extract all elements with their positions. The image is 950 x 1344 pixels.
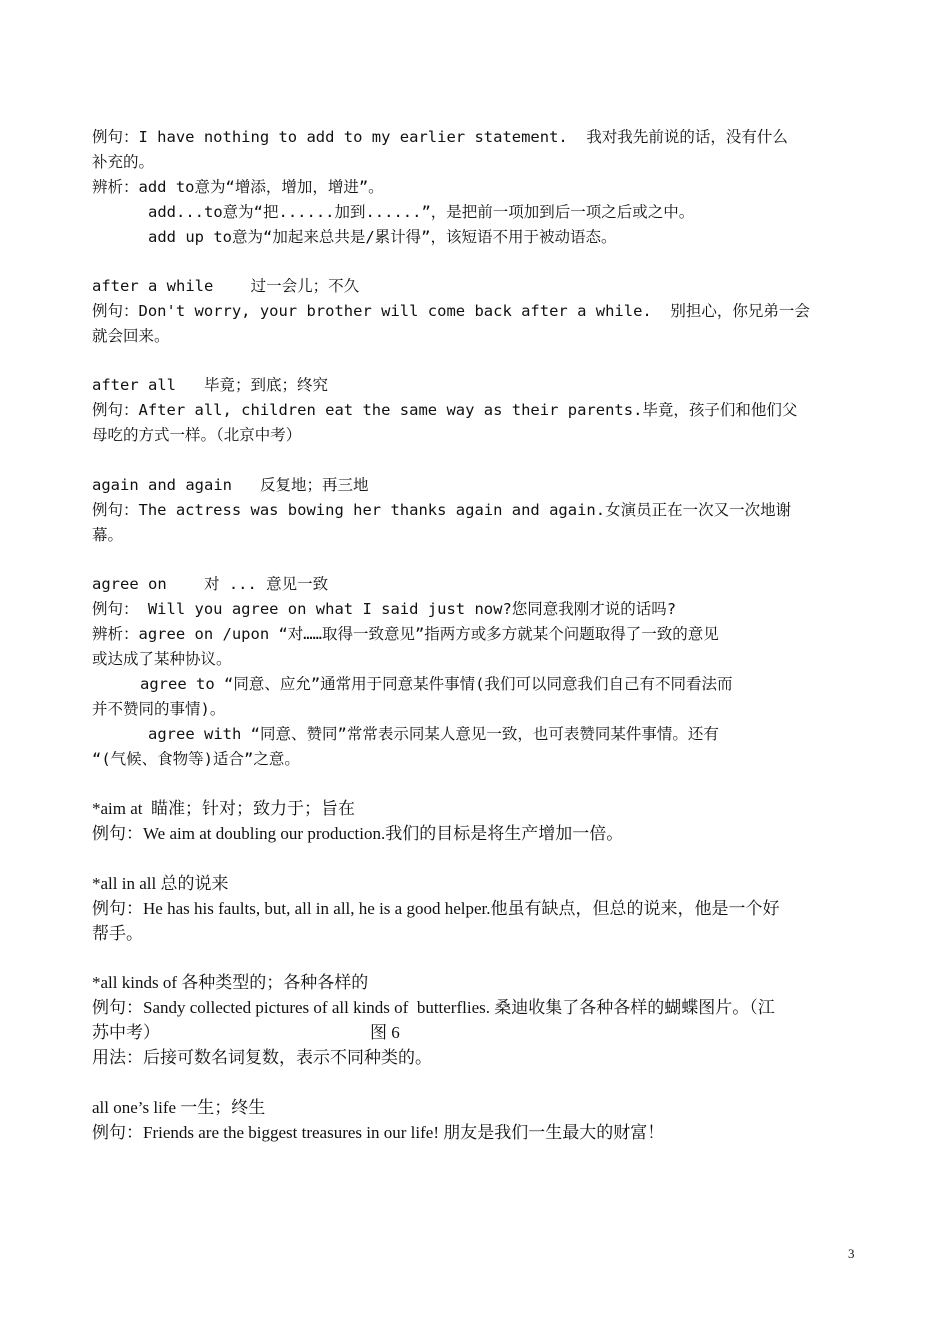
text-line: agree to “同意、应允”通常用于同意某件事情(我们可以同意我们自己有不同看法而 xyxy=(140,675,733,693)
figure-label: 图 6 xyxy=(370,1023,400,1042)
text-line: 例句：The actress was bowing her thanks again and again.女演员正在一次又一次地谢 xyxy=(92,501,792,519)
text-line: 例句：Friends are the biggest treasures in our life! 朋友是我们一生最大的财富！ xyxy=(92,1123,665,1142)
entry-heading: *all in all 总的说来 xyxy=(92,874,229,893)
text-line: 幕。 xyxy=(92,526,124,544)
text-line: 例句：Sandy collected pictures of all kinds of butterflies. 桑迪收集了各种各样的蝴蝶图片。（江 xyxy=(92,998,775,1017)
entry-heading: *all kinds of 各种类型的；各种各样的 xyxy=(92,973,369,992)
text-line: “(气候、食物等)适合”之意。 xyxy=(92,750,300,768)
text-line: 用法：后接可数名词复数，表示不同种类的。 xyxy=(92,1048,432,1067)
text-line: 或达成了某种协议。 xyxy=(92,650,232,668)
page-number: 3 xyxy=(848,1246,855,1261)
text-line: 辨析：add to意为“增添，增加，增进”。 xyxy=(92,178,384,196)
entry-heading: all one’s life 一生；终生 xyxy=(92,1098,266,1117)
text-line: 帮手。 xyxy=(92,924,143,943)
entry-heading: after all 毕竟；到底；终究 xyxy=(92,376,328,394)
text-line: 例句： Will you agree on what I said just now?您同意我刚才说的话吗? xyxy=(92,600,677,618)
text-line: 例句：I have nothing to add to my earlier statement. 我对我先前说的话，没有什么 xyxy=(92,128,788,146)
text-line: 母吃的方式一样。（北京中考） xyxy=(92,426,302,444)
text-line: 例句：We aim at doubling our production.我们的目标是将生产增加一倍。 xyxy=(92,824,624,843)
text-line: 补充的。 xyxy=(92,153,155,171)
text-line: 并不赞同的事情)。 xyxy=(92,700,226,718)
entry-heading: agree on 对 ... 意见一致 xyxy=(92,575,329,593)
text-line: agree with “同意、赞同”常常表示同某人意见一致，也可表赞同某件事情。还有 xyxy=(148,725,719,743)
text-line: 例句：He has his faults, but, all in all, he is a good helper.他虽有缺点，但总的说来，他是一个好 xyxy=(92,899,780,918)
text-line: 例句：After all, children eat the same way as their parents.毕竟，孩子们和他们父 xyxy=(92,401,798,419)
entry-heading: again and again 反复地；再三地 xyxy=(92,476,369,494)
text-line: 辨析：agree on /upon “对……取得一致意见”指两方或多方就某个问题取得了一致的意见 xyxy=(92,625,719,643)
text-line: 苏中考） xyxy=(92,1023,160,1042)
text-line: add...to意为“把......加到......”，是把前一项加到后一项之后或之中。 xyxy=(148,203,695,221)
entry-heading: *aim at 瞄准；针对；致力于；旨在 xyxy=(92,799,356,818)
text-line: add up to意为“加起来总共是/累计得”，该短语不用于被动语态。 xyxy=(148,228,617,246)
text-line: 例句：Don't worry, your brother will come back after a while. 别担心，你兄弟一会 xyxy=(92,302,810,320)
text-line: 就会回来。 xyxy=(92,327,170,345)
entry-heading: after a while 过一会儿；不久 xyxy=(92,277,360,295)
